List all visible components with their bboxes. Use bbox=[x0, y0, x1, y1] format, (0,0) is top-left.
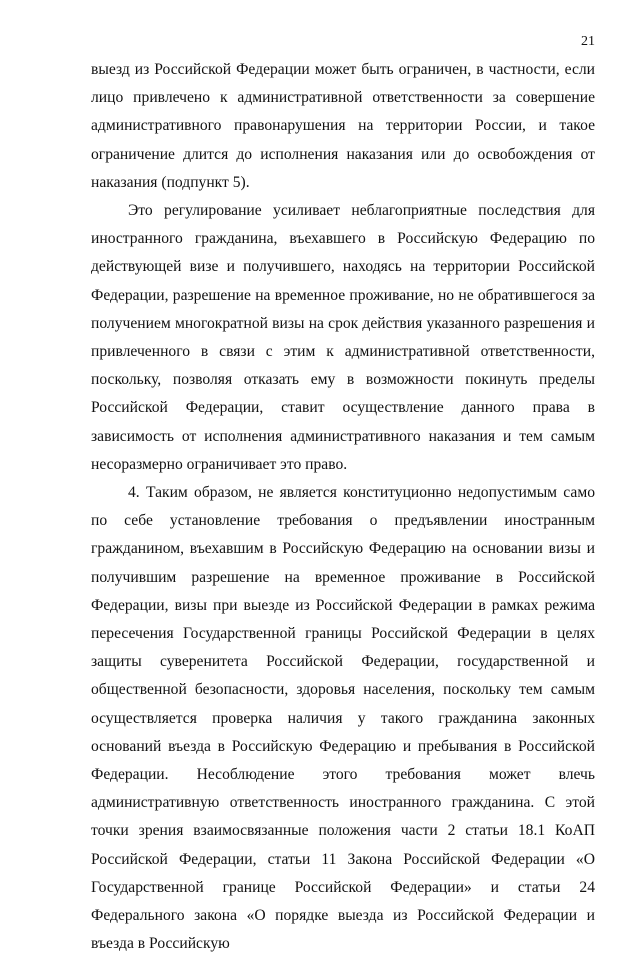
paragraph-continuation: выезд из Российской Федерации может быть ограничен, в частности, если лицо привлечено к административной ответственности за совершение административного правонарушения на территории России, и такое ограничение длится до исполнения наказания или до освобождения от наказания (подпункт 5). bbox=[91, 61, 595, 191]
paragraph-regulation-consequences: Это регулирование усиливает неблагоприятные последствия для иностранного гражданина, въехавшего в Российскую Федерацию по действующей визе и получившего, находясь на территории Российской Федерации, разрешение на временное проживание, но не обратившегося за получением многократной визы на срок действия указанного разрешения и привлеченного в связи с этим к административной ответственности, поскольку, позволяя отказать ему в возможности покинуть пределы Российской Федерации, ставит осуществление данного права в зависимость от исполнения административного наказания и тем самым несоразмерно ограничивает это право. bbox=[91, 202, 595, 473]
document-body bbox=[91, 56, 595, 959]
paragraph-conclusion-4: 4. Таким образом, не является конституционно недопустимым само по себе установление требования о предъявлении иностранным гражданином, въехавшим в Российскую Федерацию на основании визы и получившим разрешение на временное проживание в Российской Федерации, визы при выезде из Российской Федерации в рамках режима пересечения Государственной границы Российской Федерации в целях защиты суверенитета Российской Федерации, государственной и общественной безопасности, здоровья населения, поскольку тем самым осуществляется проверка наличия у такого гражданина законных оснований въезда в Российскую Федерацию и пребывания в Российской Федерации. Несоблюдение этого требования может влечь административную ответственность иностранного гражданина. С этой точки зрения взаимосвязанные положения части 2 статьи 18.1 КоАП Российской Федерации, статьи 11 Закона Российской Федерации «О Государственной границе Российской Федерации» и статьи 24 Федерального закона «О порядке выезда из Российской Федерации и въезда в Российскую bbox=[91, 484, 595, 953]
page-number: 21 bbox=[581, 34, 595, 49]
